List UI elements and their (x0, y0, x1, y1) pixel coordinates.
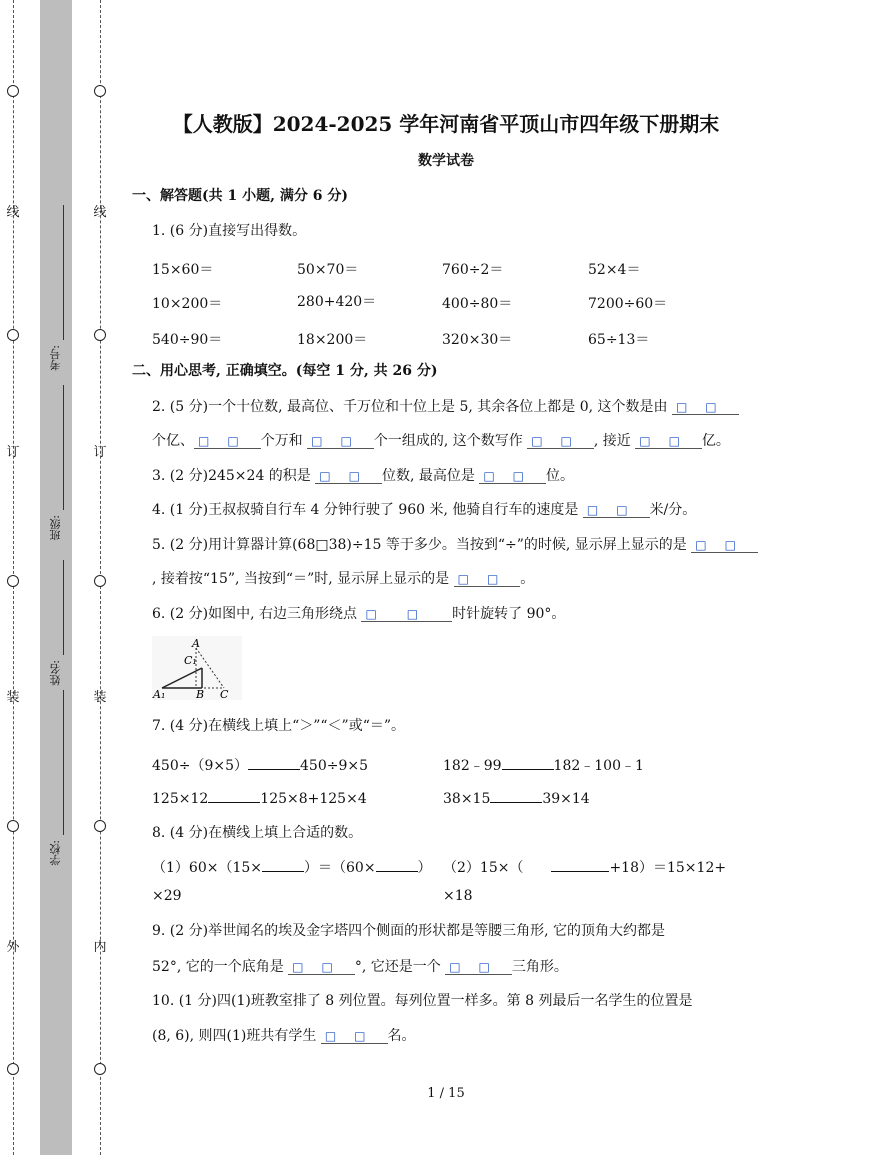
question-text: 时针旋转了 90°。 (452, 606, 566, 622)
calc-item: 50×70＝ (297, 262, 359, 278)
answer-line[interactable] (551, 859, 609, 872)
field-label-name: 姓名: (49, 660, 62, 686)
expression: 450÷9×5 (300, 758, 368, 774)
answer-blank[interactable]: □□ (288, 960, 355, 975)
question-text: 3. (2 分)245×24 的积是 (152, 468, 311, 484)
answer-blank[interactable]: □□ (527, 434, 594, 449)
question-text: 2. (5 分)一个十位数, 最高位、千万位和十位上是 5, 其余各位上都是 0, 这个数是由 (152, 399, 668, 415)
calc-item: 540÷90＝ (152, 332, 223, 348)
expression: 39×14 (542, 791, 590, 807)
question-text: 位数, 最高位是 (381, 468, 475, 484)
question-6 (152, 603, 565, 623)
point-label: C (220, 688, 229, 700)
answer-blank[interactable]: □□ (635, 434, 702, 449)
answer-blank[interactable]: □□ (454, 572, 521, 587)
expression: 182﹣100﹣1 (553, 758, 644, 774)
question-10-line1: 10. (1 分)四(1)班教室排了 8 列位置。每列位置一样多。第 8 列最后一名学生的位置是 (152, 993, 693, 1009)
expression: ）＝（60× (304, 860, 376, 876)
field-line[interactable] (63, 205, 64, 340)
field-line[interactable] (63, 560, 64, 655)
compare-item (443, 755, 644, 775)
expression: 125×12 (152, 791, 209, 807)
answer-blank[interactable]: □□ (194, 434, 261, 449)
point-label: B (196, 688, 205, 700)
compare-item (152, 790, 367, 807)
question-text: 4. (1 分)王叔叔骑自行车 4 分钟行驶了 960 米, 他骑自行车的速度是 (152, 502, 579, 518)
question-text: 亿。 (701, 433, 730, 449)
expression: 125×8+125×4 (260, 791, 367, 807)
binding-hole-icon (94, 85, 106, 97)
question-10-line2 (152, 1025, 416, 1045)
calc-item: 15×60＝ (152, 262, 214, 278)
question-text: 个万和 (260, 433, 303, 449)
expression: （2）15×（ (443, 860, 524, 876)
question-5-line1 (152, 534, 758, 554)
answer-line[interactable] (376, 859, 418, 872)
question-text: 名。 (387, 1028, 416, 1044)
answer-line[interactable] (502, 757, 554, 770)
binding-hole-icon (7, 820, 19, 832)
question-text: (8, 6), 则四(1)班共有学生 (152, 1028, 317, 1044)
binding-hole-icon (7, 329, 19, 341)
binding-hole-icon (94, 820, 106, 832)
field-label-class: 班级: (49, 515, 62, 541)
answer-blank[interactable]: □□ (672, 400, 739, 415)
question-5-line2 (152, 568, 534, 588)
point-label: C₁ (184, 654, 197, 667)
field-line[interactable] (63, 385, 64, 510)
answer-blank[interactable]: □□ (307, 434, 374, 449)
binding-label: 线 (6, 205, 20, 220)
question-text: 52°, 它的一个底角是 (152, 959, 284, 975)
triangle-rotation-figure (152, 636, 242, 700)
calc-item: 400÷80＝ (442, 296, 513, 312)
question-9-line2 (152, 956, 568, 976)
binding-label: 外 (6, 940, 20, 955)
page-subtitle: 数学试卷 (418, 153, 474, 169)
answer-blank[interactable]: □□ (583, 503, 650, 518)
point-label: A (192, 637, 200, 650)
binding-gutter (40, 0, 72, 1155)
question-3 (152, 465, 574, 485)
page-number: 1 / 15 (427, 1086, 465, 1101)
calc-item: 65÷13＝ (588, 332, 650, 348)
page-title: 【人教版】2024-2025 学年河南省平顶山市四年级下册期末 (172, 112, 720, 136)
section-heading: 二、用心思考, 正确填空。(每空 1 分, 共 26 分) (132, 363, 438, 379)
fill-item-2 (443, 857, 726, 877)
question-4 (152, 499, 696, 519)
binding-label: 装 (93, 690, 107, 705)
section-heading: 一、解答题(共 1 小题, 满分 6 分) (132, 188, 348, 204)
question-7-stem: 7. (4 分)在横线上填上“＞”“＜”或“＝”。 (152, 718, 406, 734)
question-text: 三角形。 (511, 959, 568, 975)
question-2-line2 (152, 430, 730, 450)
binding-label: 订 (93, 445, 107, 460)
binding-label: 线 (93, 205, 107, 220)
question-text: , 接近 (593, 433, 631, 449)
binding-hole-icon (94, 575, 106, 587)
question-9-line1: 9. (2 分)举世闻名的埃及金字塔四个侧面的形状都是等腰三角形, 它的顶角大约都是 (152, 923, 665, 939)
calc-item: 280+420＝ (297, 294, 377, 310)
answer-blank[interactable]: □□ (315, 469, 382, 484)
field-label-school: 学校: (49, 840, 62, 866)
binding-label: 内 (93, 940, 107, 955)
question-text: , 接着按“15”, 当按到“＝”时, 显示屏上显示的是 (152, 571, 450, 587)
field-line[interactable] (63, 690, 64, 835)
answer-line[interactable] (248, 757, 300, 770)
answer-line[interactable] (490, 790, 542, 803)
binding-hole-icon (94, 1063, 106, 1075)
binding-label: 装 (6, 690, 20, 705)
calc-item: 18×200＝ (297, 332, 368, 348)
binding-hole-icon (7, 85, 19, 97)
expression: ） (417, 860, 432, 876)
question-text: 。 (520, 571, 535, 587)
answer-line[interactable] (262, 859, 304, 872)
expression: 38×15 (443, 791, 491, 807)
question-8-stem: 8. (4 分)在横线上填上合适的数。 (152, 825, 363, 841)
point-label: A₁ (153, 688, 166, 700)
compare-item (152, 755, 368, 775)
answer-blank[interactable]: □□ (361, 607, 452, 622)
compare-item (443, 790, 590, 807)
question-text: 6. (2 分)如图中, 右边三角形绕点 (152, 606, 357, 622)
fill-item-1-cont: ×29 (152, 888, 182, 904)
question-1-stem: 1. (6 分)直接写出得数。 (152, 223, 307, 239)
calc-item: 10×200＝ (152, 296, 223, 312)
binding-hole-icon (7, 1063, 19, 1075)
calc-item: 320×30＝ (442, 332, 513, 348)
calc-item: 52×4＝ (588, 262, 641, 278)
answer-blank[interactable]: □□ (445, 960, 512, 975)
question-2-line1 (152, 396, 739, 416)
calc-item: 7200÷60＝ (588, 296, 668, 312)
question-text: 米/分。 (649, 502, 697, 518)
question-text: °, 它还是一个 (354, 959, 441, 975)
expression: +18）＝15×12+ (609, 860, 727, 876)
field-label-exam-number: 考号: (49, 345, 62, 371)
calc-item: 760÷2＝ (442, 262, 504, 278)
question-text: 个亿、 (152, 433, 194, 449)
fill-item-2-cont: ×18 (443, 888, 473, 904)
answer-blank[interactable]: □□ (691, 538, 758, 553)
expression: 182﹣99 (443, 758, 502, 774)
question-text: 5. (2 分)用计算器计算(68□38)÷15 等于多少。当按到“÷”的时候, 显示屏上显示的是 (152, 537, 687, 553)
binding-label: 订 (6, 445, 20, 460)
expression: （1）60×（15× (152, 860, 262, 876)
expression: 450÷（9×5） (152, 758, 248, 774)
binding-hole-icon (7, 575, 19, 587)
question-text: 位。 (546, 468, 574, 484)
fill-item-1 (152, 857, 432, 877)
answer-line[interactable] (208, 790, 260, 803)
binding-hole-icon (94, 329, 106, 341)
answer-blank[interactable]: □□ (479, 469, 546, 484)
answer-blank[interactable]: □□ (321, 1029, 388, 1044)
question-text: 个一组成的, 这个数写作 (373, 433, 523, 449)
